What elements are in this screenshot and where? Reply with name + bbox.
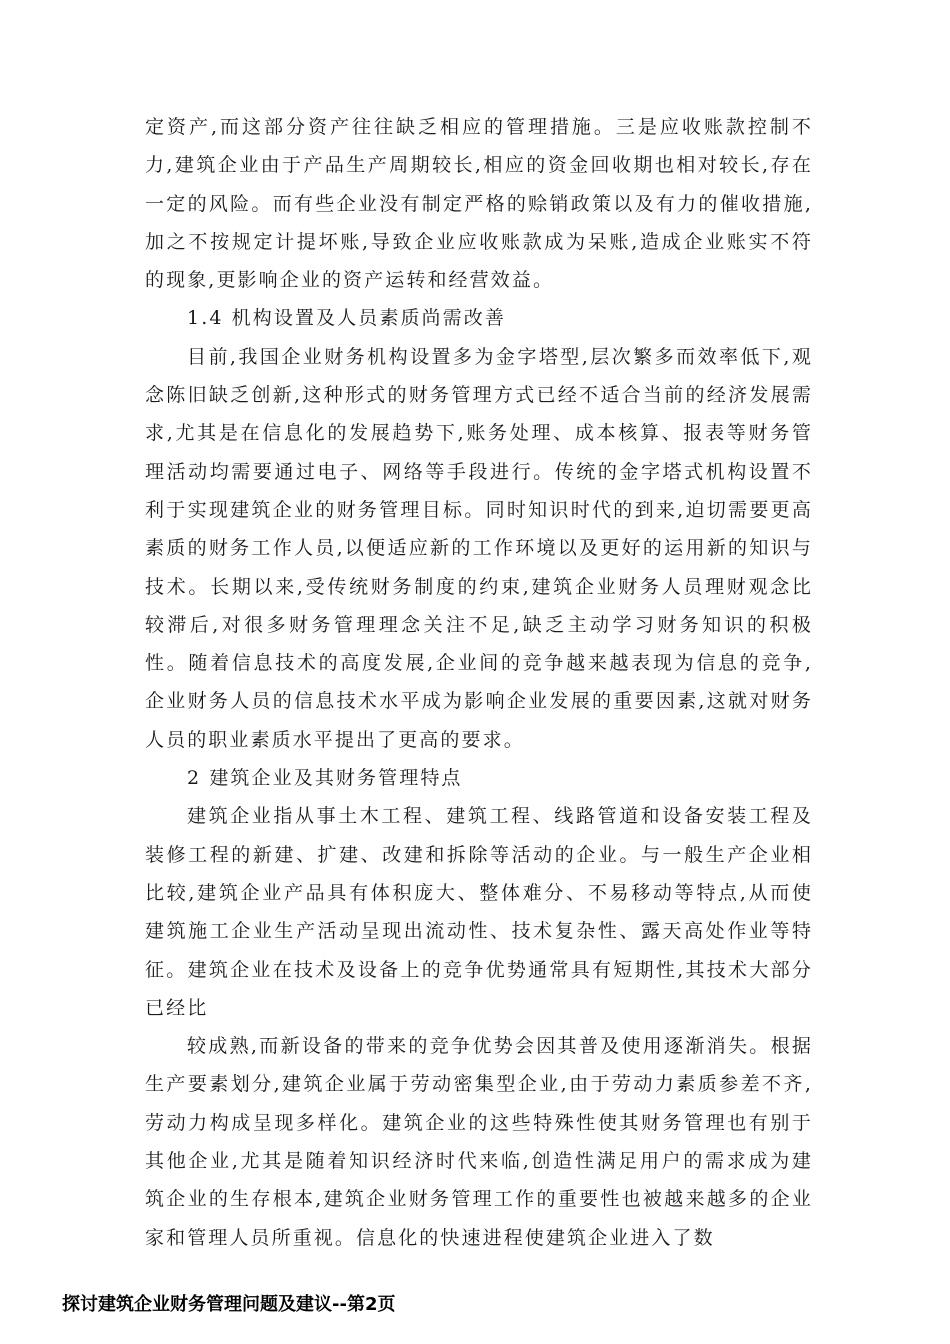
paragraph-continued: 定资产,而这部分资产往往缺乏相应的管理措施。三是应收账款控制不力,建筑企业由于产品生产周期较长,相应的资金回收期也相对较长,存在一定的风险。而有些企业没有制定严格的赊销政策以及有力的催收措施,加之不按规定计提坏账,导致企业应收账款成为呆账,造成企业账实不符的现象,更影响企业的资产运转和经营效益。 bbox=[145, 116, 813, 292]
paragraph: 目前,我国企业财务机构设置多为金字塔型,层次繁多而效率低下,观念陈旧缺乏创新,这种形式的财务管理方式已经不适合当前的经济发展需求,尤其是在信息化的发展趋势下,账务处理、成本核算、报表等财务管理活动均需要通过电子、网络等手段进行。传统的金字塔式机构设置不利于实现建筑企业的财务管理目标。同时知识时代的到来,迫切需要更高素质的财务工作人员,以便适应新的工作环境以及更好的运用新的知识与技术。长期以来,受传统财务制度的约束,建筑企业财务人员理财观念比较滞后,对很多财务管理理念关注不足,缺乏主动学习财务知识的积极性。随着信息技术的高度发展,企业间的竞争越来越表现为信息的竞争,企业财务人员的信息技术水平成为影响企业发展的重要因素,这就对财务人员的职业素质水平提出了更高的要求。 bbox=[145, 345, 813, 751]
section-heading-2: 2 建筑企业及其财务管理特点 bbox=[187, 767, 463, 790]
section-heading-1-4: 1.4 机构设置及人员素质尚需改善 bbox=[187, 307, 506, 330]
document-body bbox=[145, 108, 813, 1257]
paragraph: 建筑企业指从事土木工程、建筑工程、线路管道和设备安装工程及装修工程的新建、扩建、改建和拆除等活动的企业。与一般生产企业相比较,建筑企业产品具有体积庞大、整体难分、不易移动等特点,从而使建筑施工企业生产活动呈现出流动性、技术复杂性、露天高处作业等特征。建筑企业在技术及设备上的竞争优势通常具有短期性,其技术大部分已经比 bbox=[145, 805, 813, 1019]
paragraph: 较成熟,而新设备的带来的竞争优势会因其普及使用逐渐消失。根据生产要素划分,建筑企业属于劳动密集型企业,由于劳动力素质参差不齐,劳动力构成呈现多样化。建筑企业的这些特殊性使其财务管理也有别于其他企业,尤其是随着知识经济时代来临,创造性满足用户的需求成为建筑企业的生存根本,建筑企业财务管理工作的重要性也被越来越多的企业家和管理人员所重视。信息化的快速进程使建筑企业进入了数 bbox=[145, 1035, 813, 1249]
page-footer: 探讨建筑企业财务管理问题及建议--第2页 bbox=[62, 1294, 396, 1315]
